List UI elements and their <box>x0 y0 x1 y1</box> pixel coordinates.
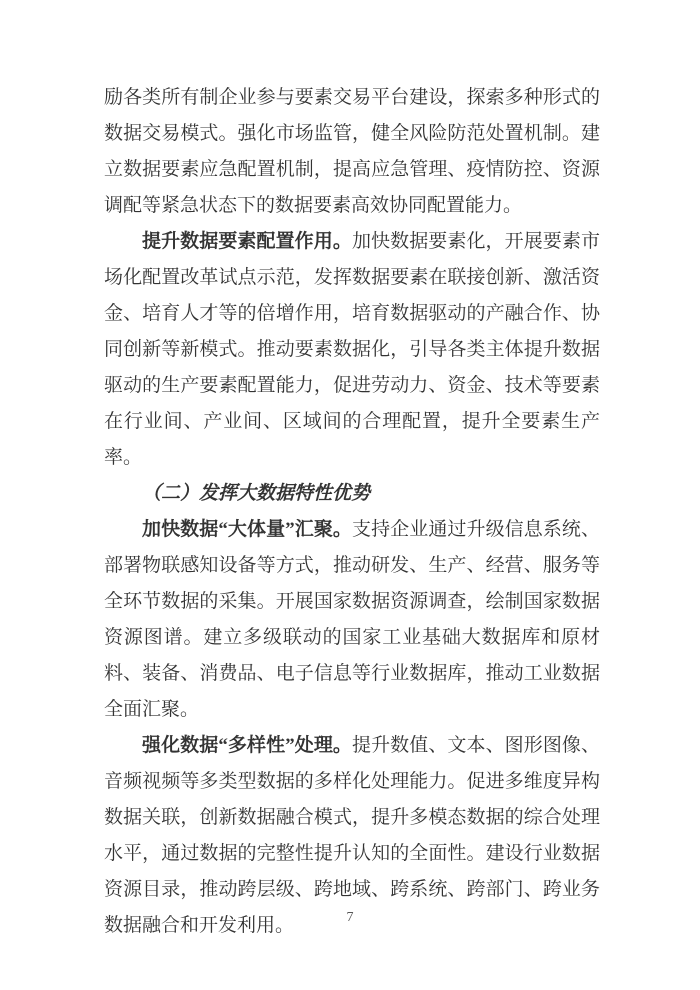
paragraph <box>104 512 600 728</box>
emphasis-text: 加快数据“大体量”汇聚。 <box>142 519 352 540</box>
body-text: 提升数值、文本、图形图像、音频视频等多类型数据的多样化处理能力。促进多维度异构数据关联，创新数据融合模式，提升多模态数据的综合处理水平，通过数据的完整性提升认知的全面性。建设行业数据资源目录，推动跨层级、跨地域、跨系统、跨部门、跨业务数据融合和开发利用。 <box>104 735 600 936</box>
body-text: 励各类所有制企业参与要素交易平台建设，探索多种形式的数据交易模式。强化市场监管，健全风险防范处置机制。建立数据要素应急配置机制，提高应急管理、疫情防控、资源调配等紧急状态下的数据要素高效协同配置能力。 <box>104 87 600 216</box>
body-text: 支持企业通过升级信息系统、部署物联感知设备等方式，推动研发、生产、经营、服务等全环节数据的采集。开展国家数据资源调查，绘制国家数据资源图谱。建立多级联动的国家工业基础大数据库和原材料、装备、消费品、电子信息等行业数据库，推动工业数据全面汇聚。 <box>104 519 600 720</box>
emphasis-text: 提升数据要素配置作用。 <box>142 231 352 252</box>
paragraph <box>104 224 600 476</box>
body-text: 加快数据要素化，开展要素市场化配置改革试点示范，发挥数据要素在联接创新、激活资金、培育人才等的倍增作用，培育数据驱动的产融合作、协同创新等新模式。推动要素数据化，引导各类主体提升数据驱动的生产要素配置能力，促进劳动力、资金、技术等要素在行业间、产业间、区域间的合理配置，提升全要素生产率。 <box>104 231 600 468</box>
emphasis-text: （二）发挥大数据特性优势 <box>142 483 371 504</box>
document-body <box>104 80 600 944</box>
section-heading <box>104 476 600 512</box>
paragraph <box>104 80 600 224</box>
page-footer <box>0 908 700 926</box>
emphasis-text: 强化数据“多样性”处理。 <box>142 735 352 756</box>
page-number: 7 <box>346 910 354 925</box>
